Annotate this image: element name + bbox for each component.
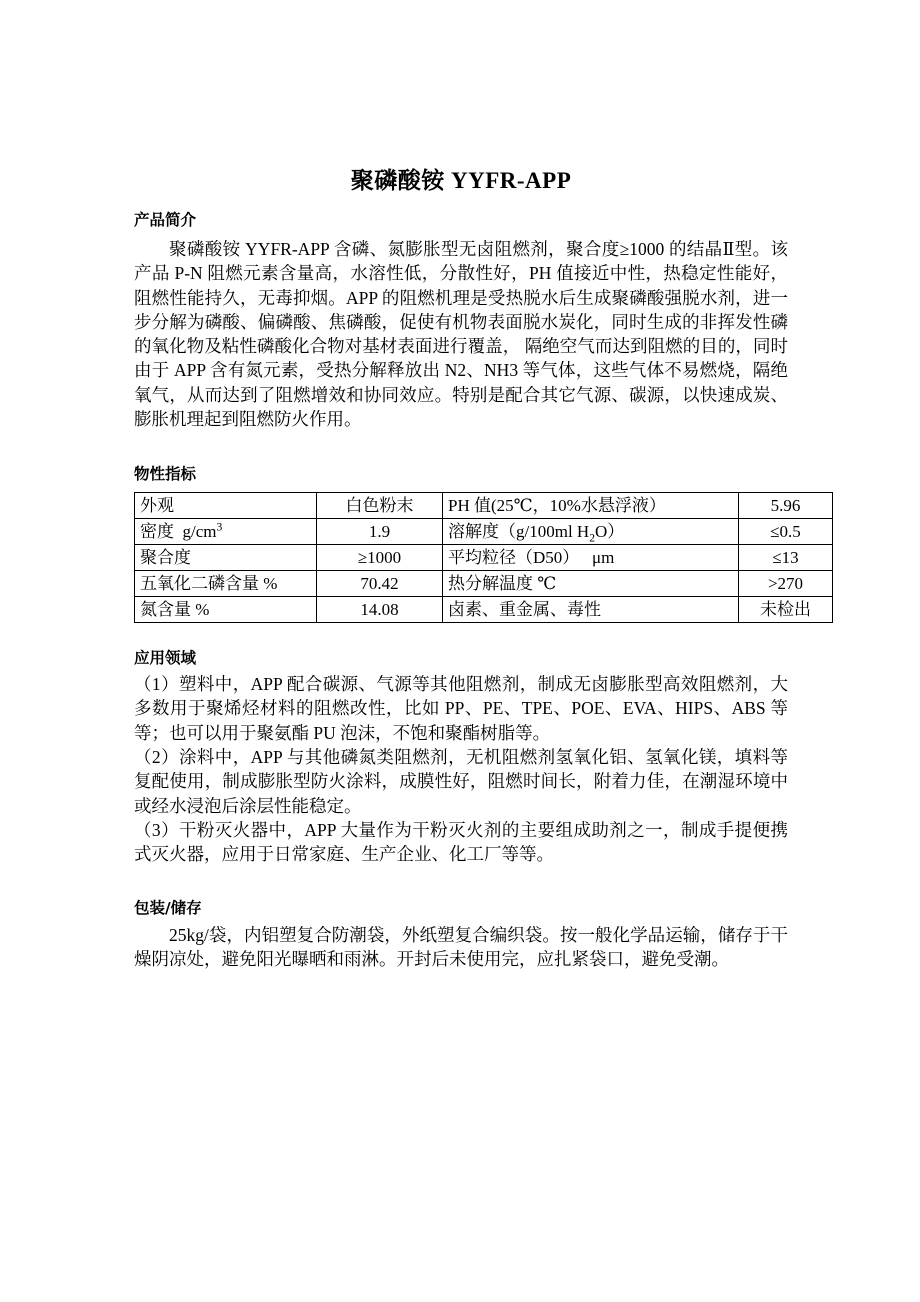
table-row	[135, 596, 833, 622]
document-content	[134, 0, 811, 971]
application-item: （1）塑料中，APP 配合碳源、气源等其他阻燃剂，制成无卤膨胀型高效阻燃剂，大多数用于聚烯烃材料的阻燃改性，比如 PP、PE、TPE、POE、EVA、HIPS、ABS 等等；也可以用于聚氨酯 PU 泡沫，不饱和聚酯树脂等。	[134, 674, 788, 743]
table-cell-property-name-secondary: 卤素、重金属、毒性	[443, 596, 739, 622]
table-row	[135, 492, 833, 518]
table-cell-property-name-secondary: 溶解度（g/100ml $H_2O$）	[443, 518, 739, 544]
table-cell-property-value: 白色粉末	[317, 492, 443, 518]
section-heading-packaging: 包装/储存	[134, 899, 202, 918]
table-cell-property-value-secondary: ≤13	[739, 544, 833, 570]
application-item: （2）涂料中，APP 与其他磷氮类阻燃剂，无机阻燃剂氢氧化铝、氢氧化镁，填料等复配使用，制成膨胀型防火涂料，成膜性好，阻燃时间长，附着力佳，在潮湿环境中或经水浸泡后涂层性能稳定。	[134, 746, 788, 816]
table-cell-property-name: 五氧化二磷含量 %	[135, 570, 317, 596]
table-row	[135, 544, 833, 570]
table-cell-property-value: 70.42	[317, 570, 443, 596]
table-cell-property-name: 密度 $g/cm^3$	[135, 518, 317, 544]
table-cell-property-value: ≥1000	[317, 544, 443, 570]
table-cell-property-value-secondary: 未检出	[739, 596, 833, 622]
table-row	[135, 570, 833, 596]
properties-table	[134, 492, 833, 623]
table-cell-property-value-secondary: 5.96	[739, 492, 833, 518]
section-heading-intro: 产品简介	[134, 210, 197, 229]
table-row	[135, 518, 833, 544]
table-cell-property-name-secondary: PH 值(25℃，10%水悬浮液）	[443, 492, 739, 518]
intro-paragraph: 聚磷酸铵 YYFR-APP 含磷、氮膨胀型无卤阻燃剂，聚合度≥1000 的结晶Ⅱ型。该产品 P-N 阻燃元素含量高，水溶性低，分散性好，PH 值接近中性，热稳定性能好，阻燃性能持久，无毒抑烟。APP 的阻燃机理是受热脱水后生成聚磷酸强脱水剂，进一步分解为磷酸、偏磷酸、焦磷酸，促使有机物表面脱水炭化，同时生成的非挥发性磷的氧化物及粘性磷酸化合物对基材表面进行覆盖， 隔绝空气而达到阻燃的目的，同时由于 APP 含有氮元素，受热分解释放出 N2、NH3 等气体，这些气体不易燃烧，隔绝氧气，从而达到了阻燃增效和协同效应。特别是配合其它气源、碳源，以快速成炭、膨胀机理起到阻燃防火作用。	[134, 238, 788, 430]
table-cell-property-name: 氮含量 %	[135, 596, 317, 622]
table-cell-property-name: 外观	[135, 492, 317, 518]
table-cell-property-name-secondary: 平均粒径（D50） μm	[443, 544, 739, 570]
section-heading-applications: 应用领域	[134, 648, 197, 667]
section-heading-properties: 物性指标	[134, 465, 197, 484]
table-cell-property-value: 14.08	[317, 596, 443, 622]
packaging-paragraph: 25kg/袋，内铝塑复合防潮袋，外纸塑复合编织袋。按一般化学品运输，储存于干燥阴凉处，避免阳光曝晒和雨淋。开封后未使用完，应扎紧袋口，避免受潮。	[134, 924, 788, 970]
table-cell-property-name: 聚合度	[135, 544, 317, 570]
application-item: （3）干粉灭火器中，APP 大量作为干粉灭火剂的主要组成助剂之一，制成手提便携式灭火器，应用于日常家庭、生产企业、化工厂等等。	[134, 819, 788, 865]
table-cell-property-name-secondary: 热分解温度 ℃	[443, 570, 739, 596]
table-cell-property-value-secondary: >270	[739, 570, 833, 596]
table-cell-property-value: 1.9	[317, 518, 443, 544]
properties-table-body	[135, 492, 833, 622]
table-cell-property-value-secondary: ≤0.5	[739, 518, 833, 544]
page-title: 聚磷酸铵 YYFR-APP	[350, 168, 572, 193]
